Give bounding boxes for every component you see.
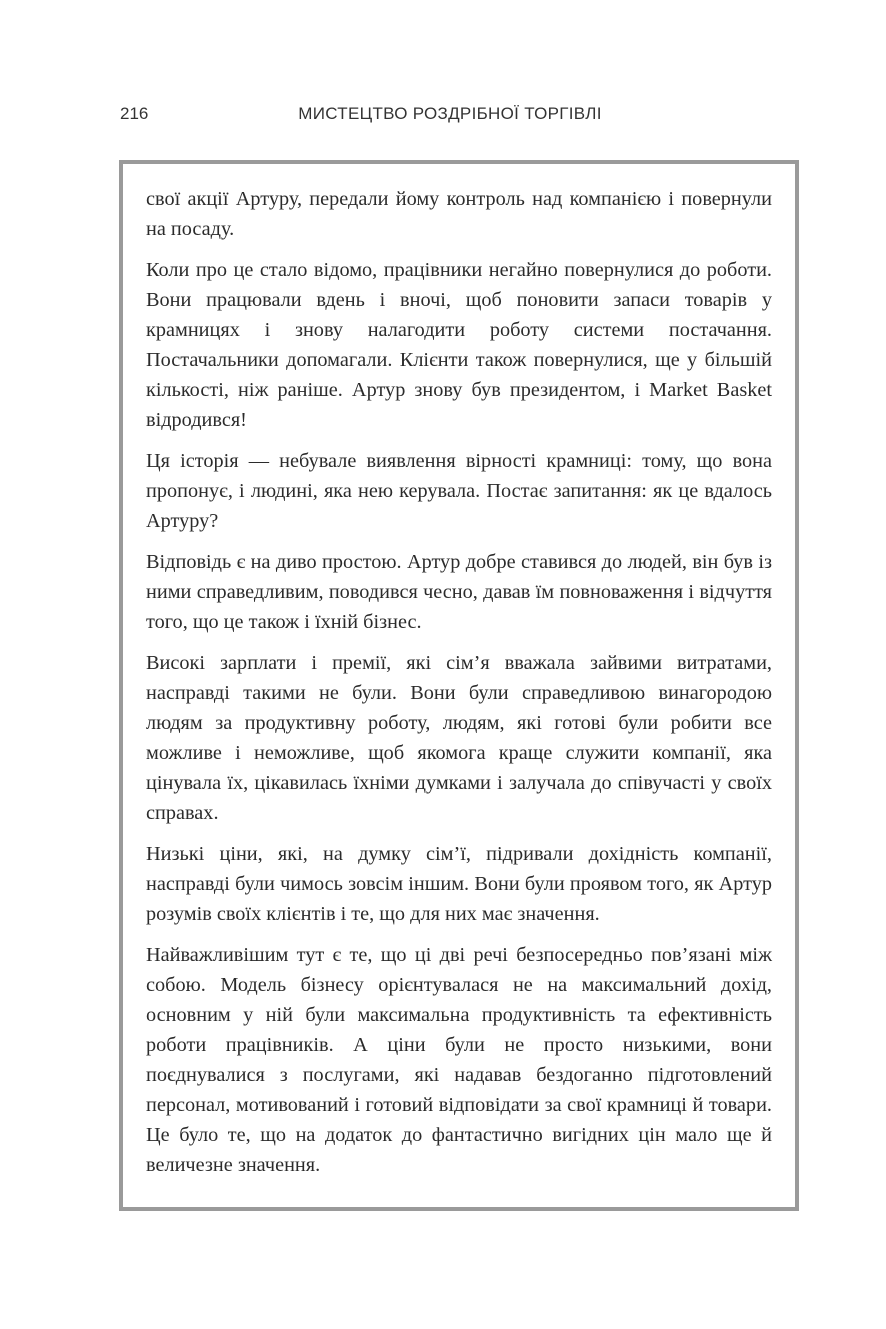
paragraph: Найважливішим тут є те, що ці дві речі безпосередньо пов’язані між собою. Модель бізнесу орієнтувалася не на максимальний дохід, основним у ній були максимальна продуктивність та ефективність роботи працівників. А ціни були не просто низькими, вони поєднувалися з послугами, які надавав бездоганно підготовлений персонал, мотивований і готовий відповідати за свої крамниці й товари. Це було те, що на додаток до фантастично вигідних цін мало ще й величезне значення. <box>146 944 772 1176</box>
running-head <box>120 100 780 130</box>
page-number: 216 <box>120 104 149 123</box>
paragraph: Ця історія — небувале виявлення вірності крамниці: тому, що вона пропонує, і людині, яка нею керувала. Постає запитання: як це вдалось Артуру? <box>146 450 772 532</box>
paragraph: свої акції Артуру, передали йому контроль над компанією і повернули на посаду. <box>146 188 772 240</box>
paragraph: Коли про це стало відомо, працівники негайно повернулися до роботи. Вони працювали вдень і вночі, щоб поновити запаси товарів у крамницях і знову налагодити роботу системи постачання. Постачальники допомагали. Клієнти також повернулися, ще у більшій кількості, ніж раніше. Артур знову був президентом, і Market Basket відродився! <box>146 259 772 431</box>
paragraph: Високі зарплати і премії, які сім’я вважала зайвими витратами, насправді такими не були. Вони були справедливою винагородою людям за продуктивну роботу, людям, які готові були робити все можливе і неможливе, щоб якомога краще служити компанії, яка цінувала їх, цікавилась їхніми думками і залучала до співучасті у своїх справах. <box>146 652 772 824</box>
paragraph: Відповідь є на диво простою. Артур добре ставився до людей, він був із ними справедливим, поводився чесно, давав їм повноваження і відчуття того, що це також і їхній бізнес. <box>146 551 772 633</box>
paragraph: Низькі ціни, які, на думку сім’ї, підривали дохідність компанії, насправді були чимось зовсім іншим. Вони були проявом того, як Артур розумів своїх клієнтів і те, що для них має значення. <box>146 843 772 925</box>
boxed-text-frame <box>119 160 799 1211</box>
book-title: МИСТЕЦТВО РОЗДРІБНОЇ ТОРГІВЛІ <box>298 104 602 123</box>
